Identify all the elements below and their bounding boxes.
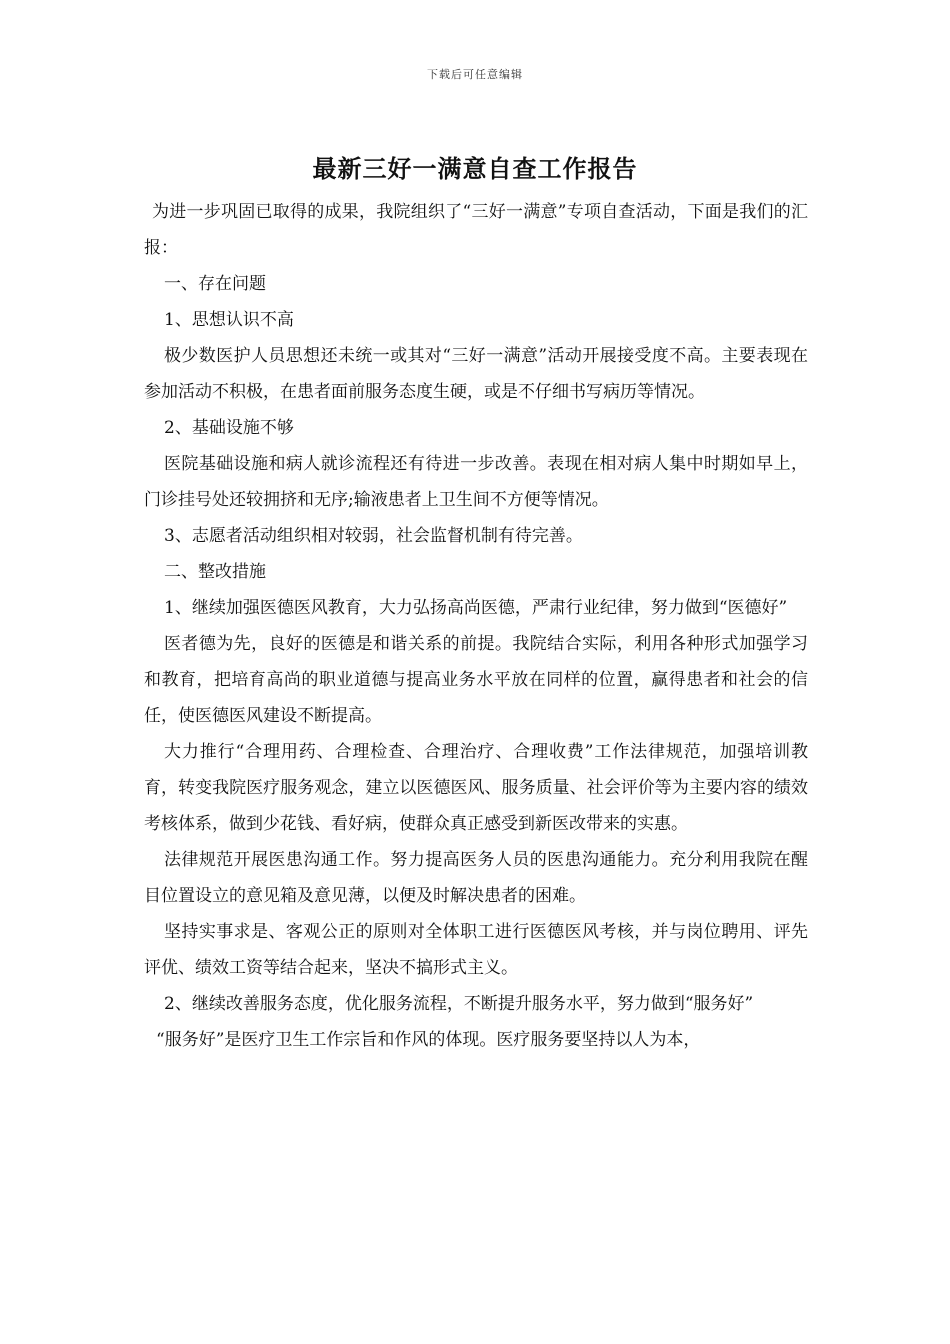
intro-paragraph: 为进一步巩固已取得的成果，我院组织了“三好一满意”专项自查活动，下面是我们的汇报：	[144, 202, 808, 258]
section-heading-measures: 二、整改措施	[164, 562, 266, 582]
paragraph-infrastructure: 医院基础设施和病人就诊流程还有待进一步改善。表现在相对病人集中时期如早上，门诊挂号处还较拥挤和无序;输液患者上卫生间不方便等情况。	[144, 454, 808, 510]
subheading-thinking: 1、思想认识不高	[164, 310, 294, 330]
subheading-infrastructure: 2、基础设施不够	[164, 418, 294, 438]
paragraph-ethics: 医者德为先，良好的医德是和谐关系的前提。我院结合实际，利用各种形式加强学习和教育，把培育高尚的职业道德与提高业务水平放在同样的位置，赢得患者和社会的信任，使医德医风建设不断提高。	[144, 634, 808, 726]
document-title: 最新三好一满意自查工作报告	[312, 154, 638, 183]
page-header-note: 下载后可任意编辑	[427, 68, 523, 81]
subheading-volunteers: 3、志愿者活动组织相对较弱，社会监督机制有待完善。	[164, 526, 583, 546]
paragraph-reasonable: 大力推行“合理用药、合理检查、合理治疗、合理收费”工作法律规范，加强培训教育，转变我院医疗服务观念，建立以医德医风、服务质量、社会评价等为主要内容的绩效考核体系，做到少花钱、看好病，使群众真正感受到新医改带来的实惠。	[144, 742, 808, 834]
paragraph-communication: 法律规范开展医患沟通工作。努力提高医务人员的医患沟通能力。充分利用我院在醒目位置设立的意见箱及意见薄，以便及时解决患者的困难。	[144, 850, 808, 906]
document-body	[144, 194, 808, 1058]
section-heading-problems: 一、存在问题	[164, 274, 266, 294]
paragraph-thinking: 极少数医护人员思想还未统一或其对“三好一满意”活动开展接受度不高。主要表现在参加活动不积极，在患者面前服务态度生硬，或是不仔细书写病历等情况。	[144, 346, 808, 402]
subheading-service: 2、继续改善服务态度，优化服务流程，不断提升服务水平，努力做到“服务好”	[164, 994, 754, 1014]
subheading-ethics: 1、继续加强医德医风教育，大力弘扬高尚医德，严肃行业纪律，努力做到“医德好”	[164, 598, 788, 618]
paragraph-assessment: 坚持实事求是、客观公正的原则对全体职工进行医德医风考核，并与岗位聘用、评先评优、绩效工资等结合起来，坚决不搞形式主义。	[144, 922, 808, 978]
paragraph-service: “服务好”是医疗卫生工作宗旨和作风的体现。医疗服务要坚持以人为本，	[156, 1030, 701, 1050]
